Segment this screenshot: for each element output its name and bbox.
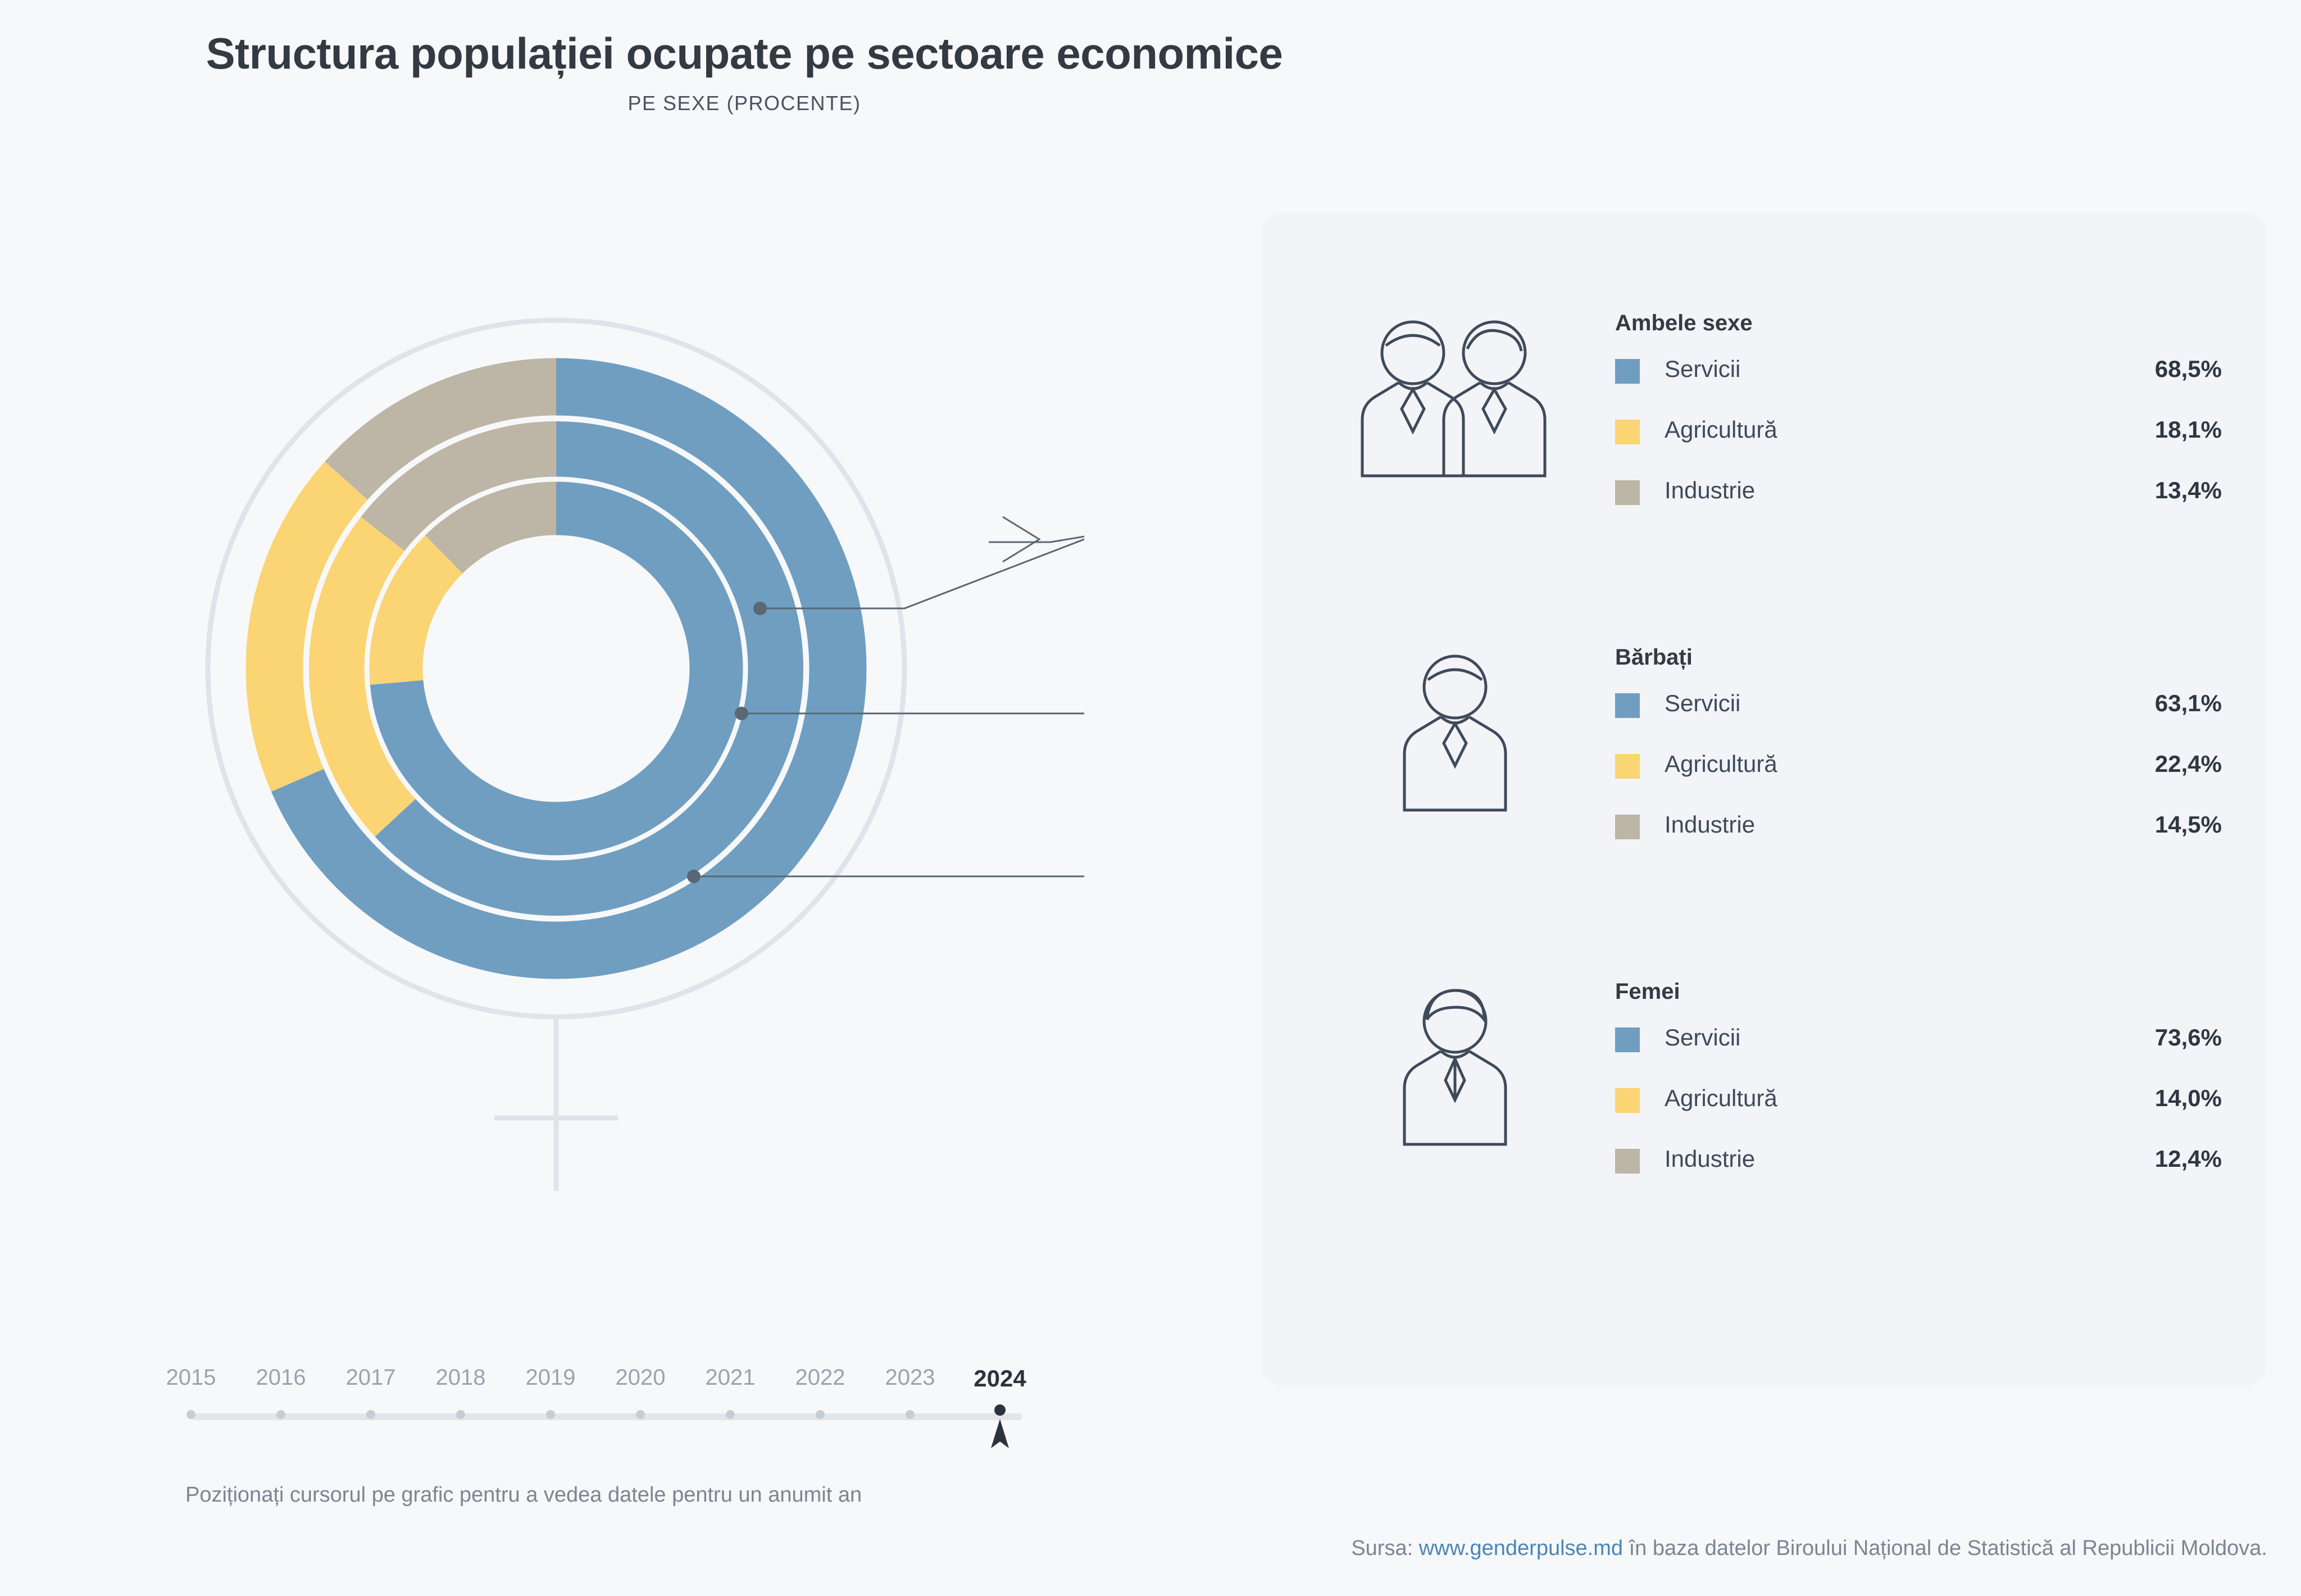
legend-swatch-servicii [1615, 1027, 1640, 1052]
legend-label-industrie: Industrie [1665, 811, 1756, 838]
legend-row-industrie[interactable] [1615, 477, 2222, 516]
legend-row-agricultura[interactable] [1615, 416, 2222, 456]
year-label-2020[interactable]: 2020 [615, 1365, 666, 1390]
legend-group-title: Bărbați [1615, 645, 1693, 670]
footer-suffix: în baza datelor Biroului Național de Statistică al Republicii Moldova. [1623, 1536, 2267, 1560]
legend-value-servicii: 63,1% [2154, 690, 2222, 716]
year-label-2019[interactable]: 2019 [525, 1365, 576, 1390]
legend-value-industrie: 13,4% [2154, 477, 2222, 503]
timeline-handle[interactable] [986, 1398, 1014, 1448]
year-label-2016[interactable]: 2016 [256, 1365, 306, 1390]
year-timeline-slider[interactable] [166, 1365, 1045, 1466]
legend-row-agricultura[interactable] [1615, 751, 2222, 790]
year-label-2023[interactable]: 2023 [885, 1365, 935, 1390]
two-persons-icon [1345, 311, 1581, 479]
legend-panel [1261, 212, 2267, 1386]
legend-group-title: Ambele sexe [1615, 311, 1753, 335]
legend-value-servicii: 68,5% [2154, 356, 2222, 382]
legend-label-servicii: Servicii [1665, 1024, 1741, 1051]
legend-swatch-industrie [1615, 1149, 1640, 1174]
year-label-2015[interactable]: 2015 [166, 1365, 216, 1390]
timeline-hint: Poziționați cursorul pe grafic pentru a vedea datele pentru un anumit an [185, 1483, 862, 1507]
donut-chart-svg[interactable] [129, 225, 1084, 1292]
legend-row-agricultura[interactable] [1615, 1085, 2222, 1124]
chart-header [0, 28, 1489, 115]
legend-swatch-agricultura [1615, 420, 1640, 444]
legend-value-servicii: 73,6% [2154, 1024, 2222, 1051]
legend-label-industrie: Industrie [1665, 477, 1756, 503]
page-subtitle: PE SEXE (PROCENTE) [627, 92, 861, 115]
callout-dot-barbati [735, 707, 748, 720]
year-label-2017[interactable]: 2017 [345, 1365, 396, 1390]
legend-row-servicii[interactable] [1615, 690, 2222, 729]
year-label-2018[interactable]: 2018 [435, 1365, 486, 1390]
source-footer [1351, 1536, 2267, 1561]
timeline-tick[interactable] [726, 1410, 735, 1419]
legend-group-title: Femei [1615, 979, 1680, 1004]
legend-value-industrie: 12,4% [2154, 1145, 2222, 1172]
ring-femei[interactable] [396, 508, 716, 829]
legend-swatch-servicii [1615, 359, 1640, 384]
timeline-tick[interactable] [276, 1410, 285, 1419]
timeline-tick[interactable] [546, 1410, 555, 1419]
legend-value-agricultura: 14,0% [2154, 1085, 2222, 1111]
legend-swatch-industrie [1615, 480, 1640, 505]
timeline-tick[interactable] [366, 1410, 375, 1419]
legend-label-agricultura: Agricultură [1665, 751, 1777, 777]
legend-row-industrie[interactable] [1615, 811, 2222, 851]
timeline-tick[interactable] [816, 1410, 825, 1419]
legend-label-servicii: Servicii [1665, 690, 1741, 716]
timeline-tick[interactable] [187, 1410, 195, 1419]
legend-label-servicii: Servicii [1665, 356, 1741, 382]
ring-separator-inner [366, 479, 746, 858]
legend-swatch-servicii [1615, 693, 1640, 718]
legend-swatch-industrie [1615, 815, 1640, 839]
legend-label-agricultura: Agricultură [1665, 416, 1777, 443]
callout-dot-femei [687, 870, 701, 883]
woman-icon [1345, 979, 1581, 1148]
source-link[interactable]: www.genderpulse.md [1418, 1536, 1624, 1560]
legend-value-agricultura: 22,4% [2154, 751, 2222, 777]
legend-value-agricultura: 18,1% [2154, 416, 2222, 443]
page-title: Structura populației ocupate pe sectoare economice [206, 29, 1283, 78]
legend-label-industrie: Industrie [1665, 1145, 1756, 1172]
timeline-tick[interactable] [636, 1410, 645, 1419]
legend-row-servicii[interactable] [1615, 356, 2222, 395]
donut-chart[interactable] [129, 225, 1084, 1292]
timeline-tick[interactable] [456, 1410, 465, 1419]
year-label-2021[interactable]: 2021 [705, 1365, 756, 1390]
timeline-tick[interactable] [906, 1410, 915, 1419]
legend-label-agricultura: Agricultură [1665, 1085, 1777, 1111]
legend-row-industrie[interactable] [1615, 1145, 2222, 1185]
legend-swatch-agricultura [1615, 754, 1640, 779]
callout-dot-ambele [753, 602, 767, 615]
year-label-2024[interactable]: 2024 [974, 1365, 1026, 1392]
legend-value-industrie: 14,5% [2154, 811, 2222, 838]
legend-swatch-agricultura [1615, 1088, 1640, 1113]
legend-row-servicii[interactable] [1615, 1024, 2222, 1063]
footer-prefix: Sursa: [1351, 1536, 1419, 1560]
year-label-2022[interactable]: 2022 [795, 1365, 845, 1390]
man-icon [1345, 645, 1581, 813]
timeline-track[interactable] [191, 1413, 1022, 1420]
